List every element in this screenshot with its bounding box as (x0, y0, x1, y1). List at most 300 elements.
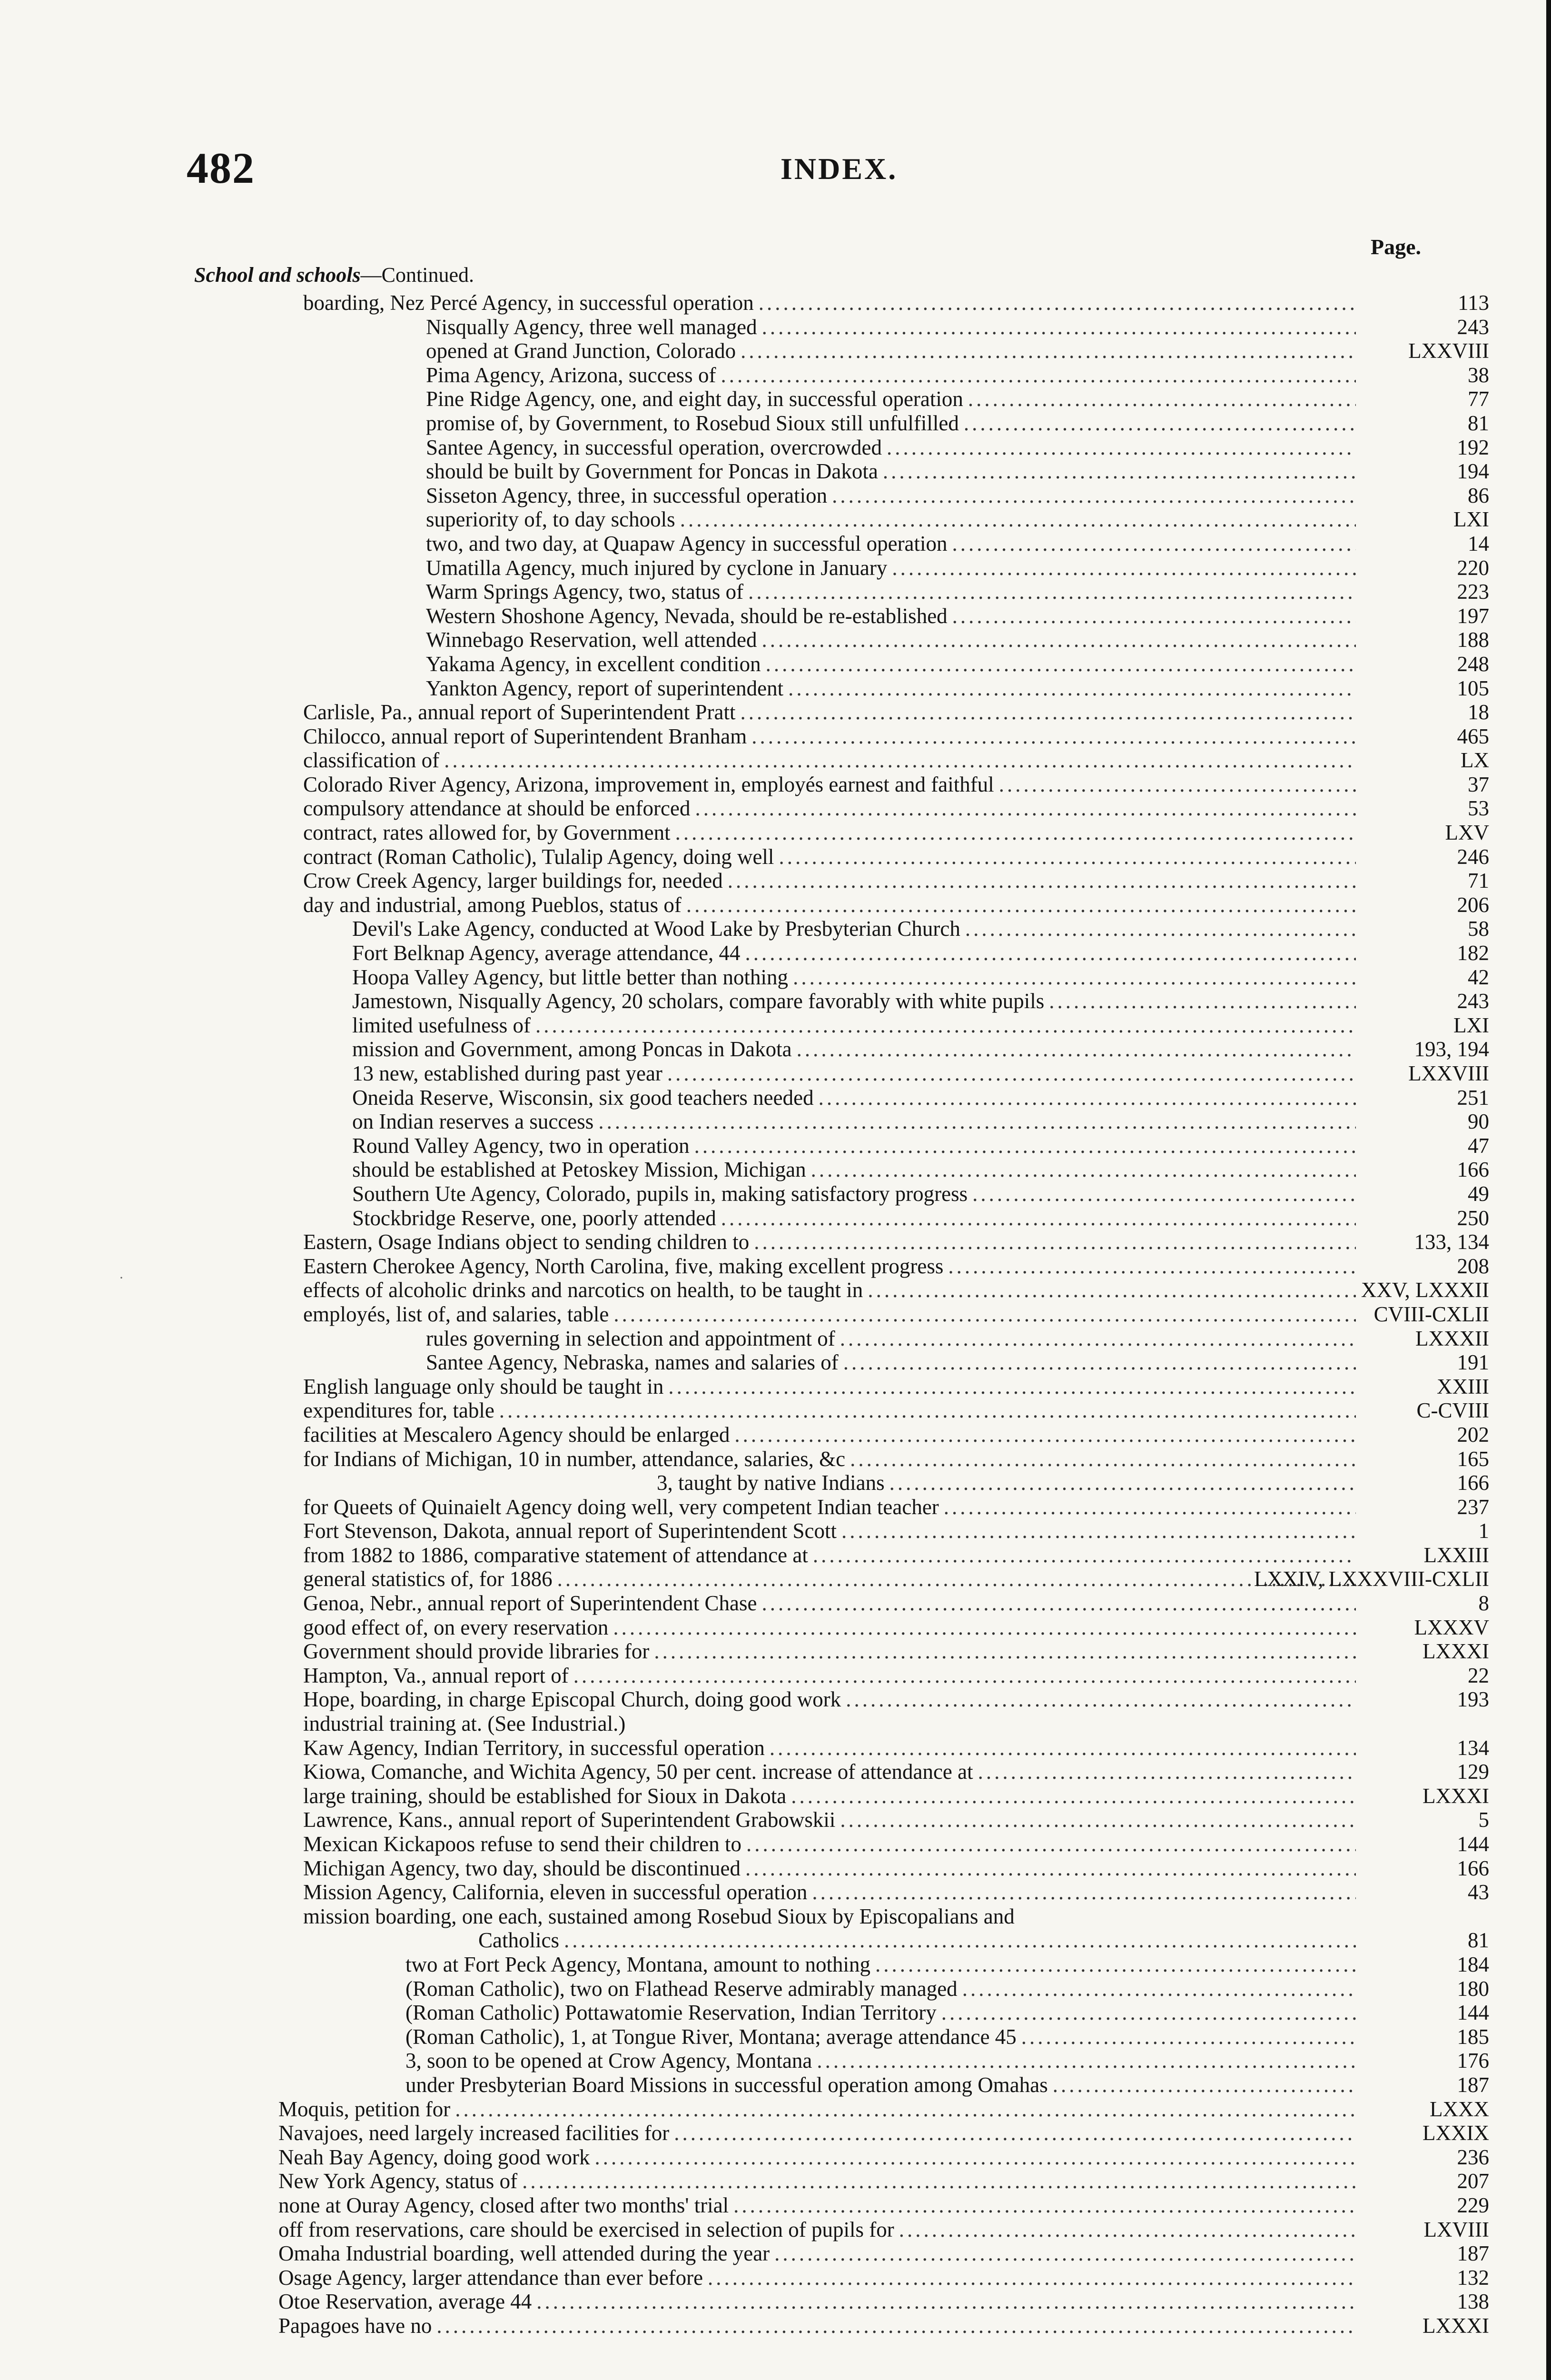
entry-page-ref: 194 (1457, 459, 1489, 484)
entry-text-line (303, 1278, 1356, 1302)
entry-text-line (426, 532, 1356, 555)
entry-page-ref: LXXXV (1414, 1615, 1489, 1639)
entry-page-ref: LXXX (1430, 2097, 1489, 2121)
entry-text-line (426, 1350, 1356, 1374)
entry-text-line (303, 1519, 1356, 1543)
entry-text-line (303, 1495, 1356, 1519)
index-entry (0, 1230, 1551, 1254)
dot-leader (761, 628, 1356, 652)
entry-label: Warm Springs Agency, two, status of (426, 580, 744, 604)
entry-text-line (303, 1856, 1356, 1880)
entry-page-ref: 129 (1457, 1760, 1489, 1784)
margin-mark: · (119, 1270, 124, 1286)
entry-text-line (426, 315, 1356, 339)
dot-leader (944, 1495, 1356, 1519)
entry-label: Kiowa, Comanche, and Wichita Agency, 50 per cent. increase of attendance at (303, 1760, 973, 1784)
entry-text-line (303, 1543, 1356, 1567)
dot-leader (751, 724, 1356, 748)
entry-label: Hampton, Va., annual report of (303, 1663, 569, 1687)
entry-text-line (405, 2049, 1356, 2073)
entry-text-line (303, 1447, 1356, 1471)
entry-text-line (405, 1977, 1356, 2001)
entry-text-line (426, 339, 1356, 363)
entry-text-line (303, 796, 1356, 820)
dot-leader (674, 2121, 1356, 2145)
entry-text-line (303, 1375, 1356, 1398)
entry-page-ref: 71 (1468, 869, 1489, 893)
entry-page-ref: 144 (1457, 1832, 1489, 1856)
index-entry (0, 436, 1551, 460)
dot-leader (535, 1013, 1356, 1037)
index-entry (0, 1302, 1551, 1327)
entry-label: 3, taught by native Indians (657, 1471, 885, 1495)
entry-label: Yakama Agency, in excellent condition (426, 652, 761, 676)
entry-label: 3, soon to be opened at Crow Agency, Montana (405, 2049, 812, 2073)
entry-page-ref: CVIII-CXLII (1373, 1302, 1489, 1326)
index-entry (0, 1639, 1551, 1664)
entry-text-line (303, 1591, 1356, 1615)
entry-label: Neah Bay Agency, doing good work (278, 2145, 590, 2169)
entry-label: rules governing in selection and appointment of (426, 1326, 835, 1350)
entry-label: Yankton Agency, report of superintendent (426, 676, 784, 700)
index-entry (0, 676, 1551, 701)
dot-leader (952, 532, 1356, 555)
dot-leader (654, 1639, 1356, 1663)
entry-label: Stockbridge Reserve, one, poorly attended (352, 1206, 716, 1230)
entry-text-line (426, 1327, 1356, 1350)
index-entry (0, 604, 1551, 628)
index-entries (0, 291, 1551, 2338)
entry-label: Eastern Cherokee Agency, North Carolina, five, making excellent progress (303, 1254, 944, 1278)
index-entry (0, 1013, 1551, 1038)
entry-page-ref: LXXXI (1423, 1784, 1489, 1808)
index-entry (0, 2218, 1551, 2242)
entry-label: none at Ouray Agency, closed after two months' trial (278, 2193, 729, 2217)
entry-text-line (352, 1110, 1356, 1133)
dot-leader (941, 2001, 1356, 2024)
index-entry (0, 652, 1551, 676)
dot-leader (817, 2049, 1356, 2073)
dot-leader (813, 1543, 1356, 1567)
dot-leader (968, 387, 1356, 411)
entry-text-line (278, 2241, 1356, 2265)
entry-label: Oneida Reserve, Wisconsin, six good teachers needed (352, 1085, 814, 1110)
entry-text-line (352, 1037, 1356, 1061)
entry-page-ref: 53 (1468, 796, 1489, 821)
index-entry (0, 724, 1551, 749)
dot-leader (695, 796, 1356, 820)
dot-leader (1049, 989, 1356, 1013)
dot-leader (762, 315, 1356, 339)
index-entry (0, 1182, 1551, 1206)
section-heading (194, 263, 474, 287)
dot-leader (748, 580, 1356, 604)
index-entry (0, 965, 1551, 990)
entry-text-line (303, 1616, 1356, 1639)
entry-page-ref: 220 (1457, 555, 1489, 580)
entry-label: Jamestown, Nisqually Agency, 20 scholars, compare favorably with white pupils (352, 989, 1045, 1013)
dot-leader (999, 773, 1356, 796)
entry-page-ref: 208 (1457, 1254, 1489, 1278)
index-entry (0, 941, 1551, 965)
dot-leader (819, 1086, 1356, 1110)
entry-page-ref: 8 (1478, 1591, 1489, 1616)
dot-leader (444, 748, 1356, 772)
index-entry (0, 1687, 1551, 1712)
entry-page-ref: XXIII (1437, 1374, 1489, 1398)
entry-label: two, and two day, at Quapaw Agency in successful operation (426, 531, 948, 555)
dot-leader (613, 1616, 1356, 1639)
entry-label: (Roman Catholic), two on Flathead Reserve admirably managed (405, 1976, 958, 2001)
entry-page-ref: 166 (1457, 1856, 1489, 1880)
entry-label: should be established at Petoskey Mission, Michigan (352, 1158, 806, 1182)
dot-leader (978, 1760, 1356, 1784)
entry-page-ref: 207 (1457, 2169, 1489, 2193)
dot-leader (793, 965, 1356, 989)
entry-label: expenditures for, table (303, 1398, 494, 1423)
entry-text-line (303, 1784, 1356, 1808)
dot-leader (675, 821, 1356, 844)
entry-page-ref: 188 (1457, 628, 1489, 652)
dot-leader (948, 1254, 1356, 1278)
entry-text-line (352, 1182, 1356, 1206)
entry-label: Nisqually Agency, three well managed (426, 315, 757, 339)
entry-label: Osage Agency, larger attendance than ever before (278, 2265, 703, 2290)
index-entry (0, 291, 1551, 315)
entry-label: mission boarding, one each, sustained among Rosebud Sioux by Episcopalians and (303, 1904, 1015, 1928)
entry-page-ref: 187 (1457, 2073, 1489, 2097)
dot-leader (812, 1880, 1356, 1904)
entry-text-line (303, 1302, 1356, 1326)
index-entry (0, 1110, 1551, 1134)
dot-leader (811, 1158, 1356, 1181)
entry-page-ref: 243 (1457, 315, 1489, 339)
entry-text-line (303, 1904, 1356, 1928)
dot-leader (841, 1519, 1356, 1543)
entry-page-ref: 223 (1457, 580, 1489, 604)
entry-page-ref: 81 (1468, 1928, 1489, 1953)
index-entry (0, 1519, 1551, 1543)
index-entry (0, 2145, 1551, 2170)
entry-label: Winnebago Reservation, well attended (426, 628, 757, 652)
entry-text-line (303, 748, 1356, 772)
entry-label: classification of (303, 748, 440, 773)
dot-leader (734, 1423, 1356, 1447)
index-entry (0, 628, 1551, 652)
index-entry (0, 339, 1551, 363)
index-entry (0, 821, 1551, 845)
index-entry (0, 1928, 1551, 1953)
entry-label: general statistics of, for 1886 (303, 1567, 553, 1591)
index-entry (0, 1880, 1551, 1904)
index-entry (0, 1760, 1551, 1784)
index-entry (0, 411, 1551, 436)
entry-text-line (278, 2097, 1356, 2121)
dot-leader (613, 1302, 1356, 1326)
entry-page-ref: 113 (1458, 291, 1489, 315)
index-entry (0, 2193, 1551, 2218)
entry-text-line (303, 1736, 1356, 1760)
dot-leader (832, 484, 1356, 507)
dot-leader (598, 1110, 1356, 1133)
dot-leader (564, 1928, 1356, 1952)
dot-leader (694, 1134, 1356, 1158)
entry-page-ref: 191 (1457, 1350, 1489, 1375)
entry-page-ref: 243 (1457, 989, 1489, 1013)
entry-page-ref: 193 (1457, 1687, 1489, 1712)
entry-label: under Presbyterian Board Missions in successful operation among Omahas (405, 2073, 1048, 2097)
entry-text-line (352, 1013, 1356, 1037)
index-entry (0, 580, 1551, 604)
index-entry (0, 2241, 1551, 2266)
index-entry (0, 2097, 1551, 2122)
dot-leader (840, 1327, 1356, 1350)
entry-text-line (426, 652, 1356, 676)
index-entry (0, 1398, 1551, 1423)
entry-label: Papagoes have no (278, 2313, 432, 2338)
entry-label: Round Valley Agency, two in operation (352, 1133, 690, 1158)
entry-label: Moquis, petition for (278, 2097, 451, 2121)
dot-leader (668, 1375, 1356, 1398)
entry-text-line (303, 1639, 1356, 1663)
entry-label: Catholics (478, 1928, 559, 1953)
entry-page-ref: 90 (1468, 1110, 1489, 1134)
entry-text-line (352, 917, 1356, 941)
entry-label: for Queets of Quinaielt Agency doing well, very competent Indian teacher (303, 1495, 939, 1519)
index-entry (0, 484, 1551, 508)
entry-page-ref: 184 (1457, 1952, 1489, 1976)
dot-leader (850, 1447, 1356, 1471)
entry-page-ref: 206 (1457, 892, 1489, 917)
entry-page-ref: 133, 134 (1414, 1230, 1489, 1254)
index-entry (0, 1784, 1551, 1808)
entry-text-line (303, 773, 1356, 796)
entry-text-line (352, 965, 1356, 989)
entry-text-line (426, 676, 1356, 700)
index-entry (0, 387, 1551, 411)
entry-page-ref: 77 (1468, 387, 1489, 411)
entry-label: (Roman Catholic), 1, at Tongue River, Montana; average attendance 45 (405, 2024, 1017, 2049)
index-entry (0, 532, 1551, 556)
entry-text-line (303, 845, 1356, 869)
index-entry (0, 1206, 1551, 1230)
index-entry (0, 1664, 1551, 1688)
index-entry (0, 1471, 1551, 1495)
dot-leader (573, 1664, 1356, 1687)
entry-page-ref: 47 (1468, 1133, 1489, 1158)
dot-leader (889, 1471, 1356, 1495)
index-entry (0, 748, 1551, 773)
dot-leader (875, 1953, 1356, 1976)
dot-leader (779, 845, 1356, 869)
entry-text-line (352, 1134, 1356, 1158)
entry-label: Umatilla Agency, much injured by cyclone in January (426, 555, 888, 580)
entry-page-ref: 165 (1457, 1447, 1489, 1471)
entry-page-ref: LXXIII (1423, 1543, 1489, 1567)
dot-leader (594, 2145, 1356, 2169)
entry-text-line (278, 2218, 1356, 2241)
entry-page-ref: XXV, LXXXII (1361, 1278, 1489, 1302)
index-entry (0, 700, 1551, 724)
entry-page-ref: 105 (1457, 676, 1489, 700)
entry-label: 13 new, established during past year (352, 1061, 662, 1085)
index-entry (0, 507, 1551, 532)
index-entry (0, 2266, 1551, 2290)
dot-leader (680, 507, 1356, 531)
dot-leader (455, 2097, 1356, 2121)
entry-text-line (426, 556, 1356, 580)
index-entry (0, 917, 1551, 941)
entry-page-ref: LX (1461, 748, 1489, 773)
index-entry (0, 2001, 1551, 2025)
entry-label: Western Shoshone Agency, Nevada, should be re-established (426, 604, 948, 628)
entry-text-line (352, 941, 1356, 965)
index-entry (0, 1616, 1551, 1640)
entry-label: Otoe Reservation, average 44 (278, 2290, 532, 2314)
entry-label: opened at Grand Junction, Colorado (426, 339, 736, 363)
index-entry (0, 459, 1551, 484)
entry-page-ref: LXI (1453, 507, 1489, 532)
section-suffix: —Continued. (360, 263, 474, 287)
entry-text-line (278, 2314, 1356, 2338)
dot-leader (721, 1206, 1356, 1230)
entry-text-line (426, 459, 1356, 483)
entry-text-line (303, 1230, 1356, 1254)
entry-label: Santee Agency, Nebraska, names and salaries of (426, 1350, 839, 1375)
entry-text-line (426, 436, 1356, 459)
dot-leader (746, 1832, 1356, 1856)
entry-page-ref: 237 (1457, 1495, 1489, 1519)
dot-leader (952, 604, 1356, 628)
entry-text-line (426, 387, 1356, 411)
entry-label: English language only should be taught in (303, 1374, 664, 1398)
index-entry (0, 1350, 1551, 1375)
page-number: 482 (187, 144, 255, 192)
entry-page-ref: 193, 194 (1414, 1037, 1489, 1061)
entry-label: on Indian reserves a success (352, 1110, 594, 1134)
entry-page-ref: LXXVIII (1408, 1061, 1489, 1085)
entry-text-line (303, 700, 1356, 724)
dot-leader (741, 700, 1356, 724)
index-entry (0, 1808, 1551, 1832)
index-entry (0, 1832, 1551, 1856)
index-entry (0, 1567, 1551, 1591)
dot-leader (846, 1687, 1356, 1711)
index-entry (0, 1904, 1551, 1929)
dot-leader (667, 1061, 1356, 1085)
entry-page-ref: 176 (1457, 2049, 1489, 2073)
dot-leader (965, 917, 1356, 941)
dot-leader (972, 1182, 1356, 1206)
entry-text-line (303, 1712, 1356, 1735)
entry-label: Mission Agency, California, eleven in successful operation (303, 1880, 808, 1904)
dot-leader (766, 652, 1356, 676)
index-entry (0, 1327, 1551, 1351)
section-term: School and schools (194, 263, 361, 287)
entry-text-line (352, 1086, 1356, 1110)
entry-label: Fort Stevenson, Dakota, annual report of Superintendent Scott (303, 1519, 837, 1543)
entry-text-line (303, 1687, 1356, 1711)
entry-text-line (303, 724, 1356, 748)
entry-page-ref: 5 (1478, 1808, 1489, 1832)
dot-leader (708, 2266, 1356, 2290)
index-entry (0, 2073, 1551, 2097)
entry-page-ref: 1 (1478, 1519, 1489, 1543)
dot-leader (797, 1037, 1356, 1061)
index-entry (0, 845, 1551, 869)
entry-text-line (303, 821, 1356, 844)
entry-text-line (303, 1664, 1356, 1687)
entry-text-line (278, 2169, 1356, 2193)
entry-label: Eastern, Osage Indians object to sending children to (303, 1230, 750, 1254)
entry-text-line (426, 580, 1356, 604)
index-entry (0, 1543, 1551, 1567)
index-entry (0, 1856, 1551, 1881)
index-entry (0, 1158, 1551, 1182)
index-entry (0, 1591, 1551, 1616)
dot-leader (899, 2218, 1356, 2241)
entry-label: industrial training at. (See Industrial.) (303, 1712, 626, 1736)
entry-label: boarding, Nez Percé Agency, in successful operation (303, 291, 754, 315)
dot-leader (759, 291, 1356, 315)
entry-label: (Roman Catholic) Pottawatomie Reservation, Indian Territory (405, 2001, 937, 2025)
index-entry (0, 2169, 1551, 2193)
index-entry (0, 1061, 1551, 1086)
dot-leader (721, 363, 1356, 387)
index-entry (0, 1736, 1551, 1760)
entry-label: facilities at Mescalero Agency should be enlarged (303, 1422, 730, 1447)
entry-text-line (278, 2121, 1356, 2145)
entry-text-line (303, 869, 1356, 892)
index-entry (0, 1134, 1551, 1158)
entry-text-line (405, 2001, 1356, 2024)
entry-label: contract (Roman Catholic), Tulalip Agency, doing well (303, 844, 774, 869)
entry-text-line (657, 1471, 1356, 1495)
index-entry (0, 989, 1551, 1013)
page-column-heading: Page. (1371, 235, 1422, 259)
entry-text-line (405, 2073, 1356, 2097)
entry-page-ref: 180 (1457, 1976, 1489, 2001)
index-entry (0, 1495, 1551, 1519)
entry-label: Chilocco, annual report of Superintendent Branham (303, 724, 747, 748)
entry-page-ref: 134 (1457, 1735, 1489, 1760)
entry-label: Pima Agency, Arizona, success of (426, 363, 716, 387)
entry-page-ref: 58 (1468, 917, 1489, 941)
entry-text-line (303, 1254, 1356, 1278)
dot-leader (522, 2169, 1356, 2193)
entry-label: should be built by Government for Poncas in Dakota (426, 459, 878, 484)
dot-leader (536, 2290, 1356, 2313)
dot-leader (770, 1736, 1356, 1760)
entry-text-line (352, 989, 1356, 1013)
entry-text-line (278, 2145, 1356, 2169)
index-entry (0, 1254, 1551, 1279)
dot-leader (883, 459, 1356, 483)
entry-page-ref: 251 (1457, 1085, 1489, 1110)
entry-page-ref: LXXXI (1423, 2313, 1489, 2338)
entry-page-ref: 246 (1457, 844, 1489, 869)
index-entry (0, 1712, 1551, 1736)
entry-label: New York Agency, status of (278, 2169, 518, 2193)
entry-text-line (303, 1808, 1356, 1832)
entry-label: two at Fort Peck Agency, Montana, amount to nothing (405, 1952, 870, 1976)
entry-text-line (426, 628, 1356, 652)
index-entry (0, 1375, 1551, 1399)
entry-label: Government should provide libraries for (303, 1639, 650, 1664)
index-entry (0, 1278, 1551, 1302)
dot-leader (733, 2193, 1356, 2217)
entry-page-ref: 192 (1457, 435, 1489, 459)
